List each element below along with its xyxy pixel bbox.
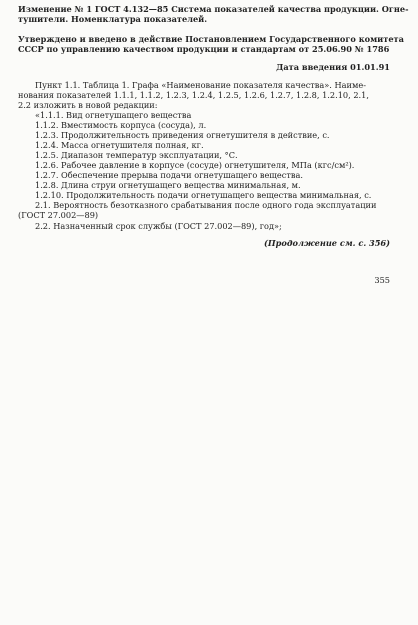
effective-date: Дата введения 01.01.91	[276, 62, 390, 72]
approval-line-1: Утверждено и введено в действие Постановлением Государственного комитета	[18, 34, 404, 44]
body-line: нования показателей 1.1.1, 1.1.2, 1.2.3, 1.2.4, 1.2.5, 1.2.6, 1.2.7, 1.2.8, 1.2.10, 2.1,	[18, 90, 369, 100]
amendment-title-line-2: тушители. Номенклатура показателей.	[18, 14, 208, 24]
body-line: 1.2.7. Обеспечение прерыва подачи огнетушащего вещества.	[35, 170, 303, 180]
body-line: «1.1.1. Вид огнетушащего вещества	[35, 110, 192, 120]
body-line: 1.2.5. Диапазон температур эксплуатации, °С.	[35, 150, 238, 160]
document-page	[18, 0, 409, 625]
body-line: 1.2.4. Масса огнетушителя полная, кг.	[35, 140, 204, 150]
amendment-title-line-1: Изменение № 1 ГОСТ 4.132—85 Система показателей качества продукции. Огне-	[18, 4, 409, 14]
body-line: Пункт 1.1. Таблица 1. Графа «Наименование показателя качества». Наиме-	[35, 80, 366, 90]
approval-line-2: СССР по управлению качеством продукции и стандартам от 25.06.90 № 1786	[18, 44, 390, 54]
page-number: 355	[374, 275, 390, 285]
body-line: 1.2.6. Рабочее давление в корпусе (сосуде) огнетушителя, МПа (кгс/см²).	[35, 160, 355, 170]
body-line: 1.2.3. Продолжительность приведения огнетушителя в действие, с.	[35, 130, 330, 140]
body-line: 2.2. Назначенный срок службы (ГОСТ 27.002—89), год»;	[35, 221, 282, 231]
body-line: 1.1.2. Вместимость корпуса (сосуда), л.	[35, 120, 207, 130]
body-line: 2.1. Вероятность безотказного срабатывания после одного года эксплуатации	[35, 200, 377, 210]
body-line: 2.2 изложить в новой редакции:	[18, 100, 158, 110]
continuation-note: (Продолжение см. с. 356)	[264, 238, 390, 248]
body-line: (ГОСТ 27.002—89)	[18, 210, 99, 220]
body-line: 1.2.10. Продолжительность подачи огнетушащего вещества минимальная, с.	[35, 190, 372, 200]
body-line: 1.2.8. Длина струи огнетушащего вещества минимальная, м.	[35, 180, 301, 190]
